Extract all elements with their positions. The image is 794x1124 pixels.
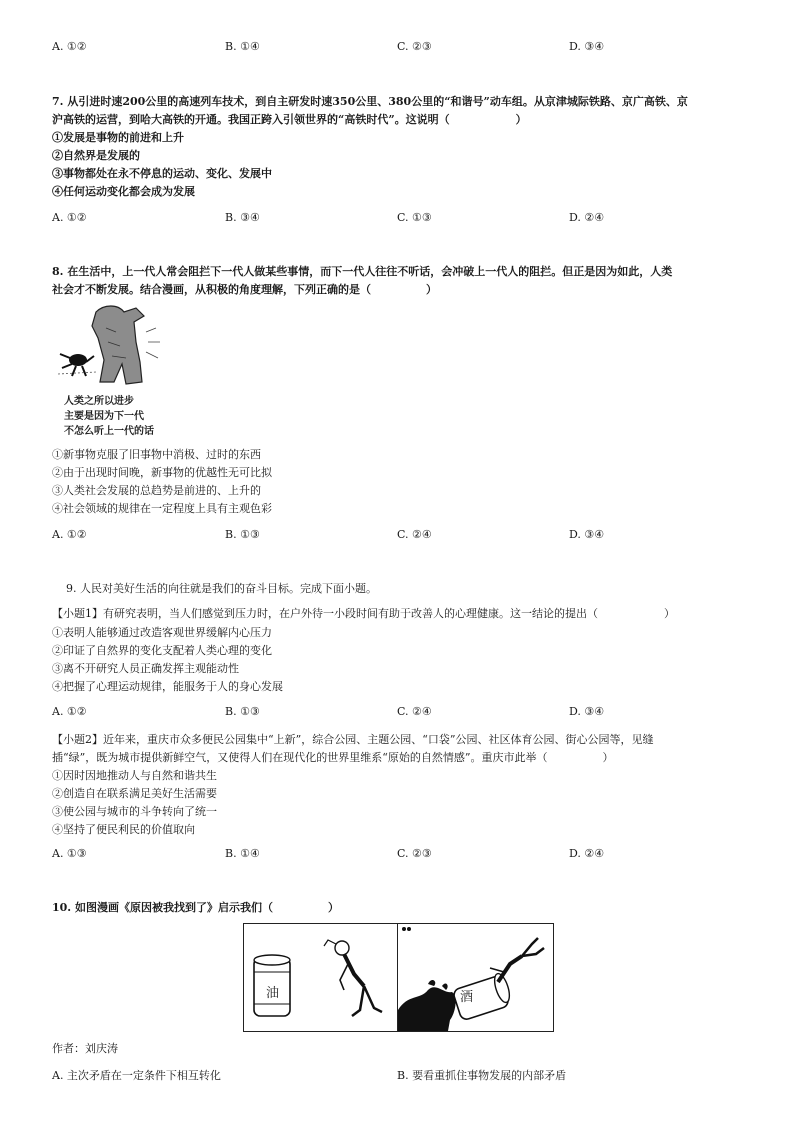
q7-stem-line2: 沪高铁的运营，到哈大高铁的开通。我国正跨入引领世界的“高铁时代”。这说明（ ）	[52, 113, 527, 126]
q8-option-c: C. ②④	[397, 528, 432, 541]
q8-cartoon-caption-2: 主要是因为下一代	[64, 411, 144, 422]
q7-stem-line1: 7. 从引进时速200公里的高速列车技术，到自主研发时速350公里、380公里的“和谐号”动车组。从京津城际铁路、京广高铁、京	[52, 95, 688, 108]
option-a: A. ①②	[52, 40, 87, 53]
q8-cartoon-image	[56, 302, 166, 392]
q9-sub2-stem-line2: 插“绿”，既为城市提供新鲜空气，又使得人们在现代化的世界里维系“原始的自然情感”。重庆市此举（ ）	[52, 751, 614, 764]
q9-sub1-option-a: A. ①②	[52, 705, 87, 718]
q8-option-d: D. ③④	[569, 528, 605, 541]
q10-option-a: A. 主次矛盾在一定条件下相互转化	[52, 1069, 221, 1082]
q9-sub1-item-3: ③离不开研究人员正确发挥主观能动性	[52, 662, 239, 675]
q8-stem-line1: 8. 在生活中，上一代人常会阻拦下一代人做某些事情，而下一代人往往不听话，会冲破上一代人的阻拦。但正是因为如此，人类	[52, 265, 673, 278]
q9-sub1-item-1: ①表明人能够通过改造客观世界缓解内心压力	[52, 626, 272, 639]
q10-barrel-label-right: 酒	[460, 990, 474, 1005]
q10-cartoon-panel-left	[243, 923, 399, 1032]
q9-sub1-item-2: ②印证了自然界的变化支配着人类心理的变化	[52, 644, 272, 657]
q8-item-3: ③人类社会发展的总趋势是前进的、上升的	[52, 484, 261, 497]
q8-stem-line2: 社会才不断发展。结合漫画，从积极的角度理解，下列正确的是（ ）	[52, 283, 437, 296]
q7-item-2: ②自然界是发展的	[52, 149, 140, 162]
q8-item-4: ④社会领域的规律在一定程度上具有主观色彩	[52, 502, 272, 515]
q7-item-1: ①发展是事物的前进和上升	[52, 131, 184, 144]
q10-barrel-label-left: 油	[266, 986, 280, 1001]
q9-sub2-item-4: ④坚持了便民利民的价值取向	[52, 823, 195, 836]
q10-option-b: B. 要看重抓住事物发展的内部矛盾	[397, 1069, 567, 1082]
q8-item-2: ②由于出现时间晚，新事物的优越性无可比拟	[52, 466, 272, 479]
q8-item-1: ①新事物克服了旧事物中消极、过时的东西	[52, 448, 261, 461]
q9-sub1-item-4: ④把握了心理运动规律，能服务于人的身心发展	[52, 680, 283, 693]
q9-sub2-item-1: ①因时因地推动人与自然和谐共生	[52, 769, 217, 782]
q8-option-b: B. ①③	[225, 528, 260, 541]
q7-option-a: A. ①②	[52, 211, 87, 224]
q7-option-d: D. ②④	[569, 211, 605, 224]
q9-sub2-item-2: ②创造自在联系满足美好生活需要	[52, 787, 217, 800]
q10-author: 作者：刘庆涛	[52, 1042, 118, 1055]
q7-option-c: C. ①③	[397, 211, 432, 224]
q9-sub2-item-3: ③使公园与城市的斗争转向了统一	[52, 805, 217, 818]
q9-sub1-option-d: D. ③④	[569, 705, 605, 718]
q9-sub1-stem: 【小题1】有研究表明，当人们感觉到压力时，在户外待一小段时间有助于改善人的心理健康。这一结论的提出（ ）	[52, 607, 675, 620]
q10-stem: 10. 如图漫画《原因被我找到了》启示我们（ ）	[52, 901, 339, 914]
option-c: C. ②③	[397, 40, 432, 53]
q8-option-a: A. ①②	[52, 528, 87, 541]
q10-cartoon-panel-right	[397, 923, 554, 1032]
q7-item-4: ④任何运动变化都会成为发展	[52, 185, 195, 198]
q9-sub2-stem-line1: 【小题2】近年来，重庆市众多便民公园集中“上新”，综合公园、主题公园、“口袋”公园、社区体育公园、街心公园等，见缝	[52, 733, 654, 746]
q8-cartoon-caption-3: 不怎么听上一代的话	[64, 426, 154, 437]
q7-option-b: B. ③④	[225, 211, 260, 224]
q9-sub2-option-d: D. ②④	[569, 847, 605, 860]
q8-cartoon-caption-1: 人类之所以进步	[64, 396, 134, 407]
q9-sub2-option-a: A. ①③	[52, 847, 87, 860]
q9-intro: 9. 人民对美好生活的向往就是我们的奋斗目标。完成下面小题。	[66, 582, 377, 595]
q9-sub1-option-b: B. ①③	[225, 705, 260, 718]
option-d: D. ③④	[569, 40, 605, 53]
q9-sub2-option-c: C. ②③	[397, 847, 432, 860]
q9-sub1-option-c: C. ②④	[397, 705, 432, 718]
q9-sub2-option-b: B. ①④	[225, 847, 260, 860]
option-b: B. ①④	[225, 40, 260, 53]
q7-item-3: ③事物都处在永不停息的运动、变化、发展中	[52, 167, 272, 180]
